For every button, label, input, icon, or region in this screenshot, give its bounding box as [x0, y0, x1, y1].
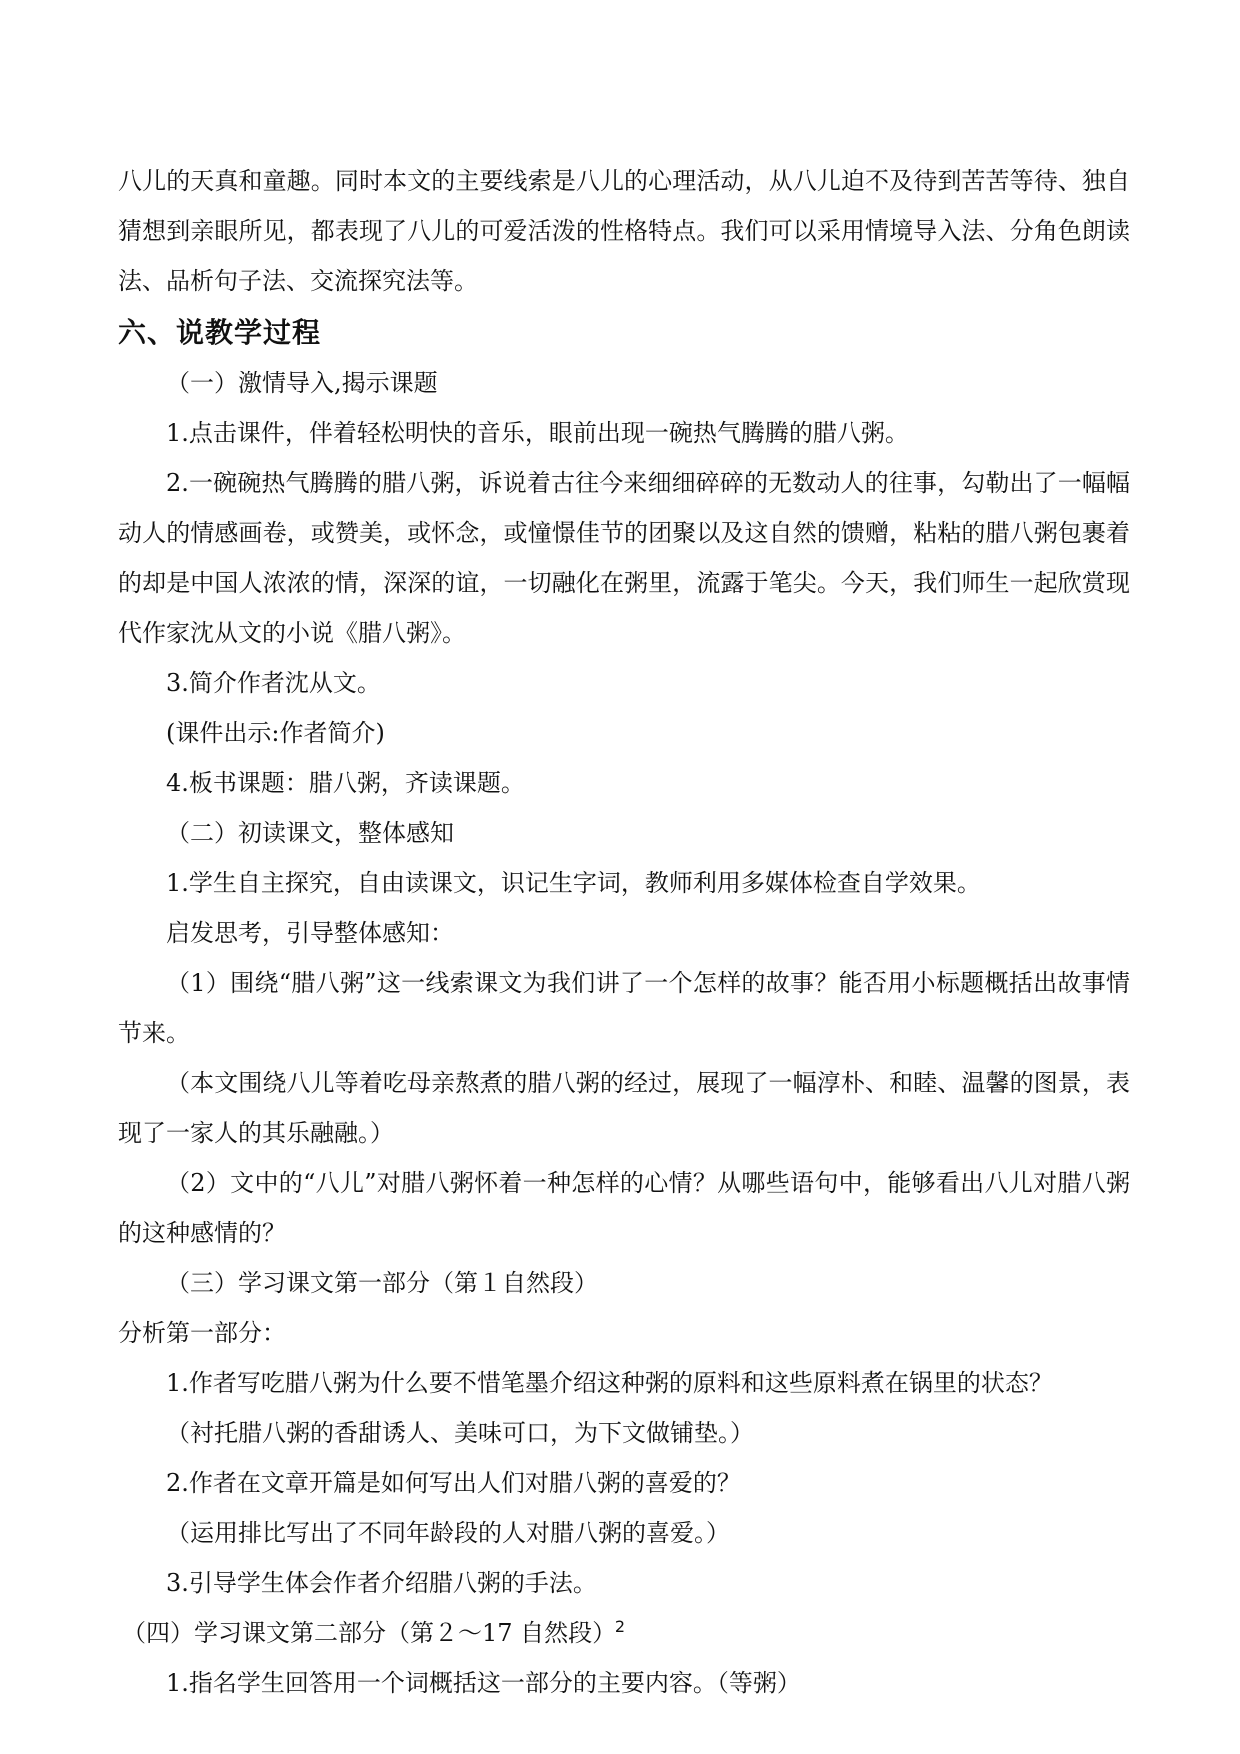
page-number: 2 [614, 1617, 626, 1636]
list-item: 1.点击课件，伴着轻松明快的音乐，眼前出现一碗热气腾腾的腊八粥。 [166, 419, 909, 447]
subsection-heading: （四）学习课文第二部分（第２～17 自然段） [122, 1619, 617, 1647]
note-line: (课件出示:作者简介) [166, 719, 385, 747]
list-item: 3.简介作者沈从文。 [166, 669, 381, 697]
list-item: 4.板书课题：腊八粥，齐读课题。 [166, 769, 525, 797]
document-body [118, 156, 1130, 1708]
subsection-heading: （三）学习课文第一部分（第１自然段） [166, 1269, 598, 1297]
question-item: （2）文中的“八儿”对腊八粥怀着一种怎样的心情？从哪些语句中，能够看出八儿对腊八粥的这种感情的？ [118, 1169, 1130, 1247]
list-item: 1.指名学生回答用一个词概括这一部分的主要内容。（等粥） [166, 1669, 801, 1697]
intro-paragraph: 八儿的天真和童趣。同时本文的主要线索是八儿的心理活动，从八儿迫不及待到苦苦等待、独自猜想到亲眼所见，都表现了八儿的可爱活泼的性格特点。我们可以采用情境导入法、分角色朗读法、品析句子法、交流探究法等。 [118, 167, 1130, 295]
answer-note: （衬托腊八粥的香甜诱人、美味可口，为下文做铺垫。） [166, 1419, 754, 1447]
section-heading: 六、说教学过程 [118, 316, 322, 349]
list-item: 3.引导学生体会作者介绍腊八粥的手法。 [166, 1569, 597, 1597]
answer-note: （本文围绕八儿等着吃母亲熬煮的腊八粥的经过，展现了一幅淳朴、和睦、温馨的图景，表现了一家人的其乐融融。） [118, 1069, 1130, 1147]
question-item: 2.作者在文章开篇是如何写出人们对腊八粥的喜爱的？ [166, 1469, 741, 1497]
subsection-heading: （二）初读课文，整体感知 [166, 819, 454, 847]
list-item: 1.学生自主探究，自由读课文，识记生字词，教师利用多媒体检查自学效果。 [166, 869, 981, 897]
list-item: 2.一碗碗热气腾腾的腊八粥，诉说着古往今来细细碎碎的无数动人的往事，勾勒出了一幅幅动人的情感画卷，或赞美，或怀念，或憧憬佳节的团聚以及这自然的馈赠，粘粘的腊八粥包裹着的却是中国人浓浓的情，深深的谊，一切融化在粥里，流露于笔尖。今天，我们师生一起欣赏现代作家沈从文的小说《腊八粥》。 [118, 469, 1130, 647]
answer-note: （运用排比写出了不同年龄段的人对腊八粥的喜爱。） [166, 1519, 730, 1547]
subsection-heading: （一）激情导入,揭示课题 [166, 369, 438, 397]
question-item: 1.作者写吃腊八粥为什么要不惜笔墨介绍这种粥的原料和这些原料煮在锅里的状态？ [166, 1369, 1053, 1397]
question-item: （1）围绕“腊八粥”这一线索课文为我们讲了一个怎样的故事？能否用小标题概括出故事情节来。 [118, 969, 1130, 1047]
text-line: 分析第一部分： [118, 1319, 286, 1347]
text-line: 启发思考，引导整体感知： [166, 919, 454, 947]
